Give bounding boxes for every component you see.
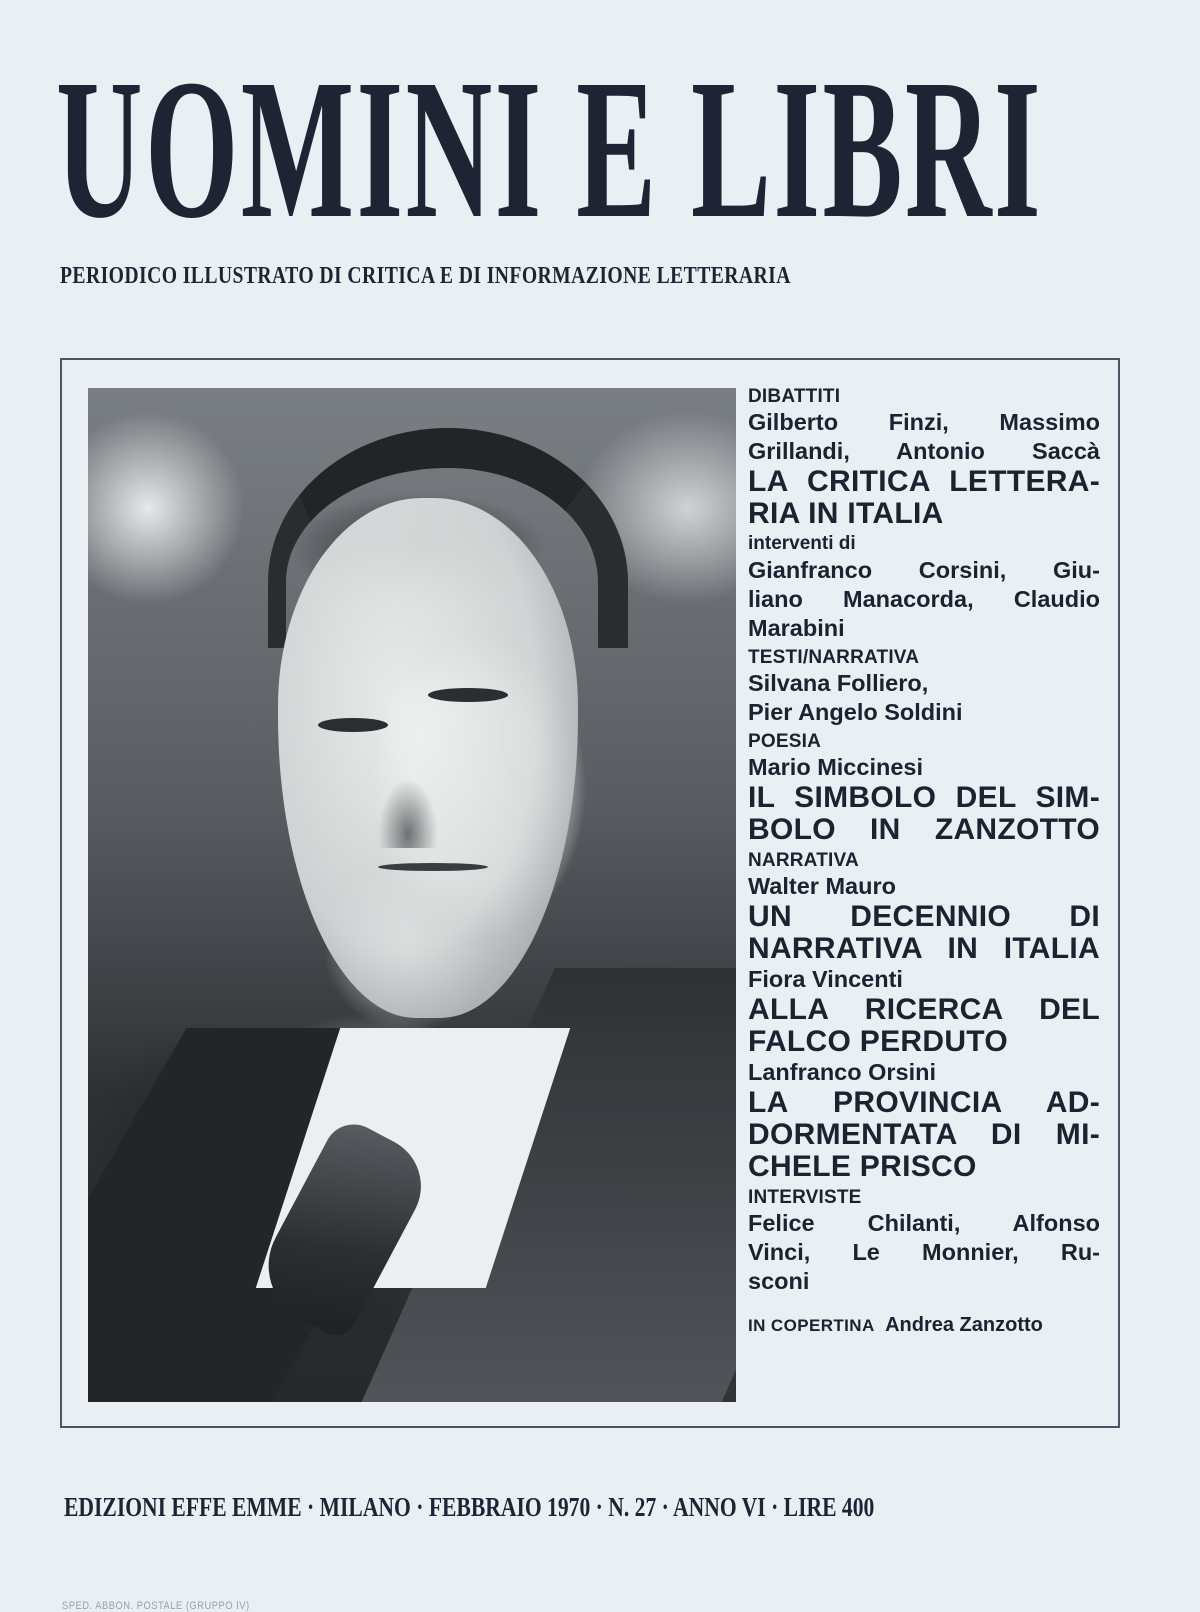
photo-face <box>278 498 578 1018</box>
author-line: Marabini <box>748 615 845 641</box>
section-label: DIBATTITI <box>748 386 841 407</box>
magazine-title: UOMINI E LIBRI <box>56 39 1044 260</box>
masthead <box>56 39 1124 260</box>
magazine-subtitle <box>60 262 1124 290</box>
cover-photo <box>88 388 736 1402</box>
photo-eye-right <box>428 688 508 702</box>
article-headline: UN DECENNIO DI <box>748 900 1100 933</box>
author-line: Lanfranco Orsini <box>748 1059 937 1085</box>
article-headline: DORMENTATA DI MI- <box>748 1118 1100 1151</box>
article-headline: CHELE PRISCO <box>748 1150 977 1183</box>
cover-credit-label: IN COPERTINA <box>748 1316 875 1335</box>
article-headline: FALCO PERDUTO <box>748 1025 1009 1058</box>
article-headline: LA PROVINCIA AD- <box>748 1086 1100 1119</box>
author-line: Walter Mauro <box>748 873 896 899</box>
author-line: Gianfranco Corsini, Giu- <box>748 557 1100 583</box>
article-headline: IL SIMBOLO DEL SIM- <box>748 781 1100 814</box>
article-headline: RIA IN ITALIA <box>748 497 944 530</box>
imprint-line <box>64 1492 1124 1522</box>
author-line: Gilberto Finzi, Massimo <box>748 409 1100 435</box>
cover-credit-name: Andrea Zanzotto <box>885 1314 1043 1336</box>
imprint-text: EDIZIONI EFFE EMME · MILANO · FEBBRAIO 1970 · N. 27 · ANNO VI · LIRE 400 <box>64 1492 875 1522</box>
photo-nose-shadow <box>378 778 438 848</box>
postal-note: SPED. ABBON. POSTALE (GRUPPO IV) <box>62 1600 250 1612</box>
article-headline: NARRATIVA IN ITALIA <box>748 932 1100 965</box>
interventi-label: interventi di <box>748 533 856 554</box>
author-line: Silvana Folliero, <box>748 670 929 696</box>
author-line: Fiora Vincenti <box>748 966 903 992</box>
author-line: Vinci, Le Monnier, Ru- <box>748 1239 1100 1265</box>
author-line: sconi <box>748 1268 810 1294</box>
author-line: Pier Angelo Soldini <box>748 699 963 725</box>
photo-eye-left <box>318 718 388 732</box>
article-headline: LA CRITICA LETTERA- <box>748 465 1100 498</box>
cover-credit <box>748 1314 1100 1337</box>
article-headline: ALLA RICERCA DEL <box>748 993 1100 1026</box>
author-line: Grillandi, Antonio Saccà <box>748 438 1100 464</box>
section-label: NARRATIVA <box>748 850 859 871</box>
subtitle-text: PERIODICO ILLUSTRATO DI CRITICA E DI INFORMAZIONE LETTERARIA <box>60 263 791 289</box>
section-label: INTERVISTE <box>748 1187 862 1208</box>
author-line: liano Manacorda, Claudio <box>748 586 1100 612</box>
author-line: Mario Miccinesi <box>748 754 923 780</box>
table-of-contents <box>748 386 1100 1337</box>
article-headline: BOLO IN ZANZOTTO <box>748 813 1100 846</box>
photo-mouth <box>378 863 488 871</box>
author-line: Felice Chilanti, Alfonso <box>748 1210 1100 1236</box>
section-label: TESTI/NARRATIVA <box>748 647 920 668</box>
section-label: POESIA <box>748 731 821 752</box>
